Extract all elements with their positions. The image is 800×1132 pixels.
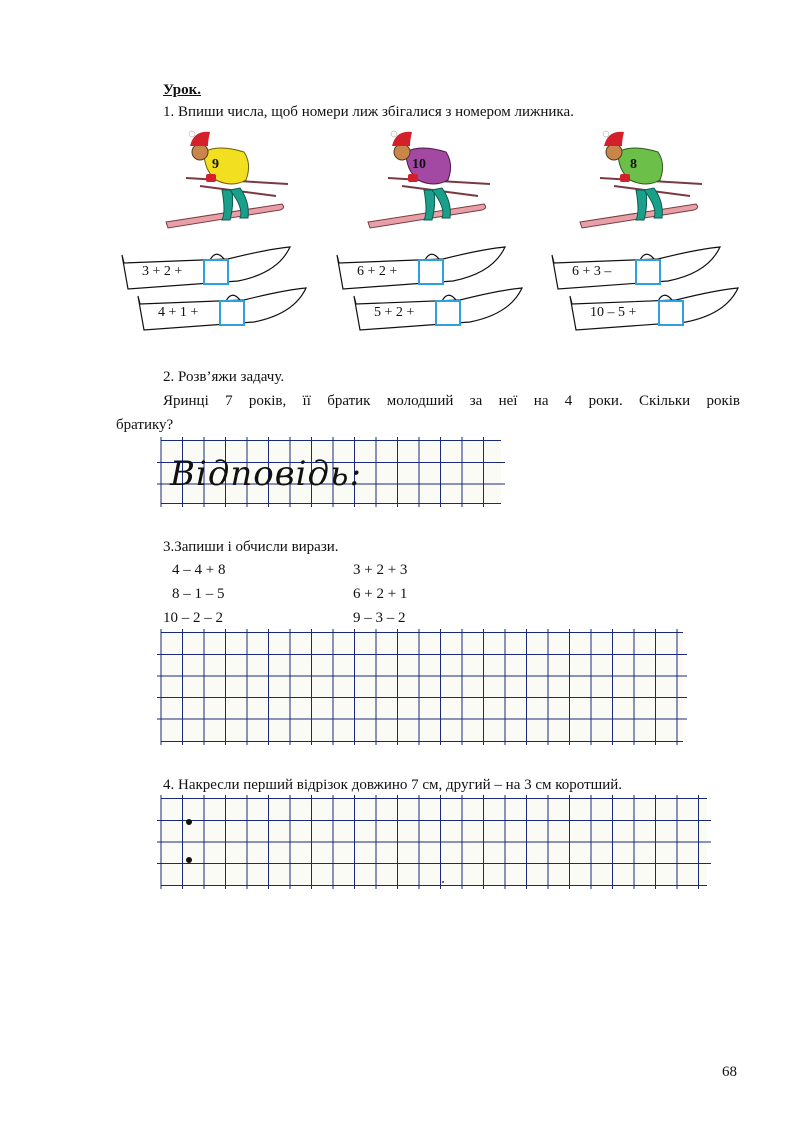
ski-expression: 6 + 2 + (357, 264, 398, 279)
answer-box[interactable] (418, 259, 444, 285)
task2-problem-line: Яринці 7 років, її братик молодший за неї на 4 роки. Скільки років (163, 393, 740, 409)
expression-right: 6 + 2 + 1 (353, 586, 408, 602)
expression-left: 10 – 2 – 2 (163, 610, 223, 626)
answer-box[interactable] (435, 300, 461, 326)
task1-instruction: 1. Впиши числа, щоб номери лиж збігалися з номером лижника. (163, 104, 574, 120)
expression-left: 8 – 1 – 5 (172, 586, 225, 602)
expression-right: 9 – 3 – 2 (353, 610, 406, 626)
segment-start-point (186, 819, 192, 825)
skier-number: 9 (212, 157, 219, 172)
expression-left: 4 – 4 + 8 (172, 562, 226, 578)
task2-problem-line: братику? (116, 417, 174, 433)
segment-start-point (186, 857, 192, 863)
ski-expression: 6 + 3 – (572, 264, 612, 279)
task2-title: 2. Розв’яжи задачу. (163, 369, 285, 385)
calculation-grid[interactable] (161, 632, 683, 742)
answer-label: Відповідь: (170, 454, 362, 494)
ski-expression: 4 + 1 + (158, 305, 199, 320)
ski-expression: 5 + 2 + (374, 305, 415, 320)
skier-illustration (362, 130, 492, 240)
skier-number: 10 (412, 157, 426, 172)
skier-illustration (574, 130, 704, 240)
task3-title: 3.Запиши і обчисли вирази. (163, 539, 339, 555)
lesson-title: Урок. (163, 82, 202, 98)
task4-instruction: 4. Накресли перший відрізок довжино 7 см, другий – на 3 см коротший. (163, 777, 623, 793)
ski-expression: 10 – 5 + (590, 305, 637, 320)
drawing-grid[interactable] (161, 798, 707, 886)
answer-box[interactable] (658, 300, 684, 326)
skier-illustration (160, 130, 290, 240)
answer-box[interactable] (635, 259, 661, 285)
answer-box[interactable] (219, 300, 245, 326)
answer-box[interactable] (203, 259, 229, 285)
page-number: 68 (722, 1064, 737, 1080)
skier-figure-icon (574, 130, 704, 240)
skier-figure-icon (362, 130, 492, 240)
skier-number: 8 (630, 157, 637, 172)
grid-mark (442, 881, 444, 883)
skier-figure-icon (160, 130, 290, 240)
expression-right: 3 + 2 + 3 (353, 562, 408, 578)
ski-expression: 3 + 2 + (142, 264, 183, 279)
